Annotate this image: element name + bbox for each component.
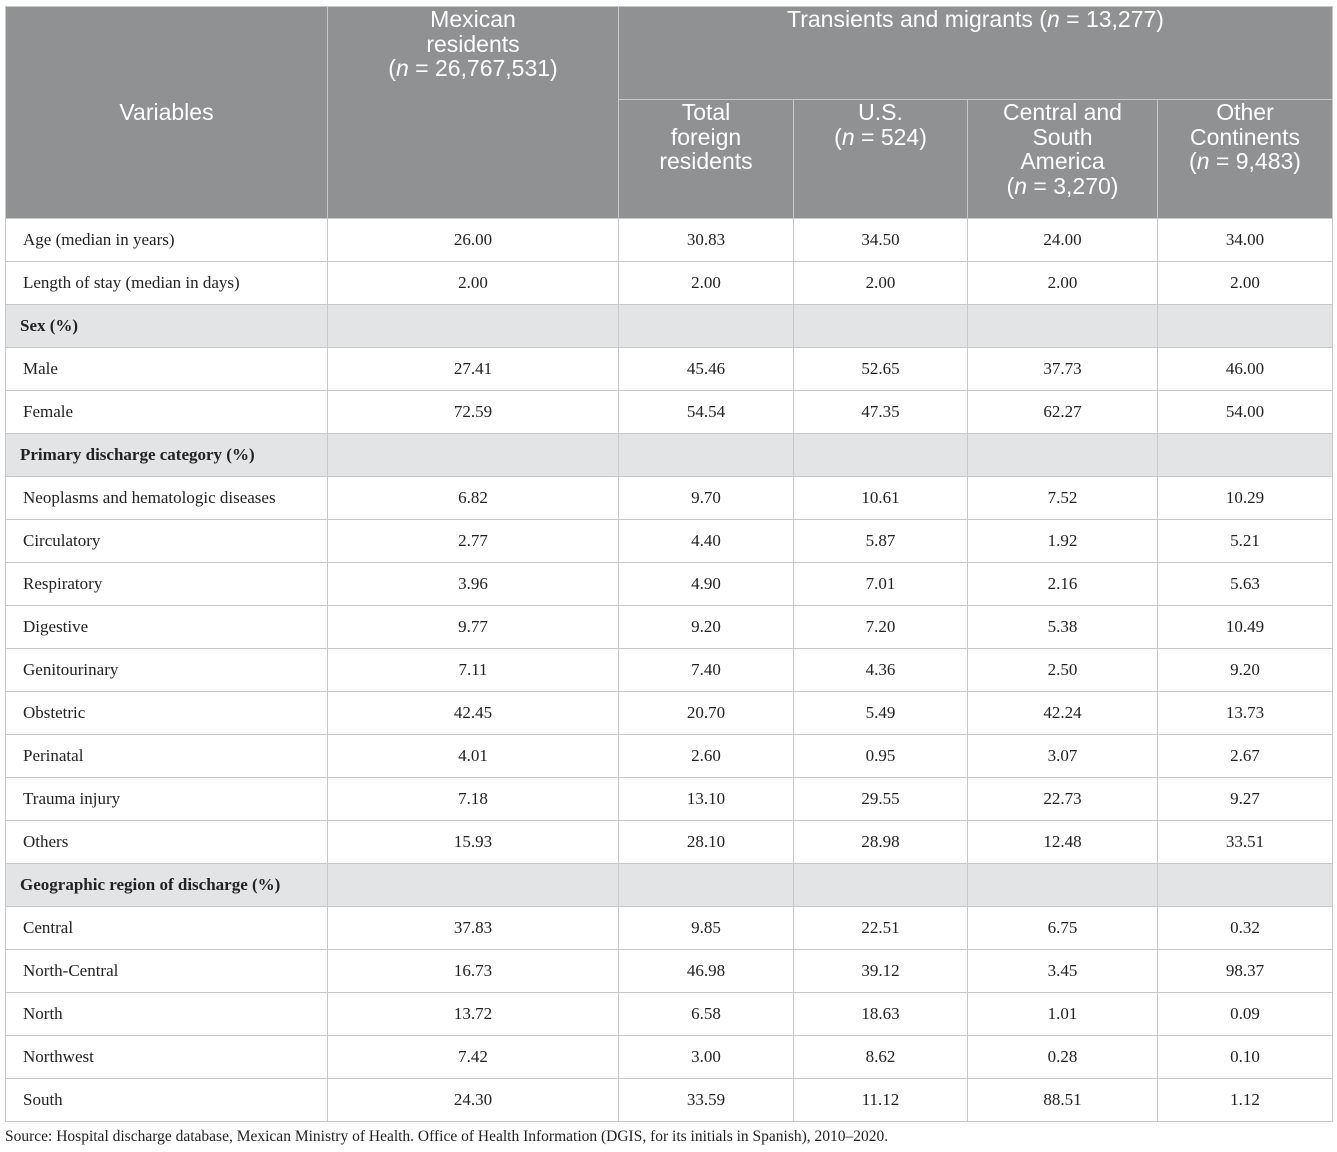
table-cell: 3.07	[968, 735, 1158, 778]
header-mexican-residents	[328, 7, 619, 219]
table-cell: 18.63	[794, 993, 968, 1036]
table-row	[6, 1079, 1333, 1122]
header-other-n-var: n	[1196, 148, 1210, 174]
table-cell: 6.75	[968, 907, 1158, 950]
row-label: Length of stay (median in days)	[6, 262, 328, 305]
section-label: Geographic region of discharge (%)	[6, 864, 328, 907]
table-cell	[968, 434, 1158, 477]
header-other-line2: Continents	[1190, 123, 1300, 150]
header-transients-migrants	[619, 7, 1333, 100]
table-cell: 7.52	[968, 477, 1158, 520]
table-row	[6, 563, 1333, 606]
table-row	[6, 993, 1333, 1036]
header-total-line3: residents	[659, 148, 753, 174]
table-cell: 42.45	[328, 692, 619, 735]
table-cell: 33.51	[1158, 821, 1333, 864]
table-cell: 3.96	[328, 563, 619, 606]
header-mexican-n-var: n	[395, 55, 409, 81]
section-label: Primary discharge category (%)	[6, 434, 328, 477]
table-cell: 2.00	[619, 262, 794, 305]
table-row	[6, 778, 1333, 821]
table-cell: 0.95	[794, 735, 968, 778]
table-row	[6, 692, 1333, 735]
table-row	[6, 391, 1333, 434]
table-cell: 29.55	[794, 778, 968, 821]
table-cell: 3.00	[619, 1036, 794, 1079]
table-cell: 7.20	[794, 606, 968, 649]
header-central-south-america	[968, 100, 1158, 219]
table-cell: 9.77	[328, 606, 619, 649]
table-cell: 10.29	[1158, 477, 1333, 520]
table-cell: 7.42	[328, 1036, 619, 1079]
table-cell: 5.21	[1158, 520, 1333, 563]
table-cell: 2.00	[1158, 262, 1333, 305]
row-label: Northwest	[6, 1036, 328, 1079]
table-cell: 7.11	[328, 649, 619, 692]
header-group-n-var: n	[1046, 6, 1060, 32]
table-cell: 28.98	[794, 821, 968, 864]
table-cell: 0.09	[1158, 993, 1333, 1036]
header-total-line1: Total	[681, 99, 731, 125]
table-cell: 6.82	[328, 477, 619, 520]
table-cell: 16.73	[328, 950, 619, 993]
table-row	[6, 649, 1333, 692]
table-cell: 34.50	[794, 219, 968, 262]
header-us-line1: U.S.	[858, 99, 903, 125]
row-label: Obstetric	[6, 692, 328, 735]
header-other-n-value: = 9,483)	[1209, 148, 1301, 174]
table-cell: 37.73	[968, 348, 1158, 391]
row-label: South	[6, 1079, 328, 1122]
discharge-table	[5, 6, 1333, 1122]
section-row	[6, 305, 1333, 348]
table-cell	[619, 305, 794, 348]
table-cell	[794, 305, 968, 348]
table-cell: 24.30	[328, 1079, 619, 1122]
table-cell: 2.00	[794, 262, 968, 305]
source-note: Source: Hospital discharge database, Mexican Ministry of Health. Office of Health Information (DGIS, for its initials in Spanish), 2010–2020.	[5, 1128, 889, 1145]
table-cell: 4.90	[619, 563, 794, 606]
table-cell	[968, 864, 1158, 907]
table-cell	[619, 434, 794, 477]
table-cell: 9.27	[1158, 778, 1333, 821]
table-cell: 28.10	[619, 821, 794, 864]
table-cell: 10.49	[1158, 606, 1333, 649]
section-row	[6, 864, 1333, 907]
table-cell: 12.48	[968, 821, 1158, 864]
table-cell: 37.83	[328, 907, 619, 950]
table-cell: 24.00	[968, 219, 1158, 262]
table-cell	[619, 864, 794, 907]
header-csa-n-var: n	[1014, 172, 1028, 199]
table-cell: 5.63	[1158, 563, 1333, 606]
table-cell: 2.16	[968, 563, 1158, 606]
table-cell	[968, 305, 1158, 348]
table-cell: 6.58	[619, 993, 794, 1036]
table-cell: 8.62	[794, 1036, 968, 1079]
table-cell: 5.49	[794, 692, 968, 735]
header-group-n-value: = 13,277)	[1059, 6, 1164, 32]
table-cell: 20.70	[619, 692, 794, 735]
table-cell: 30.83	[619, 219, 794, 262]
table-cell: 13.73	[1158, 692, 1333, 735]
table-cell: 2.50	[968, 649, 1158, 692]
header-us-n-value: = 524)	[854, 123, 927, 150]
header-mexican-n-value: = 26,767,531)	[408, 55, 558, 81]
table-cell: 5.38	[968, 606, 1158, 649]
table-cell	[328, 434, 619, 477]
table-cell: 33.59	[619, 1079, 794, 1122]
table-cell: 9.70	[619, 477, 794, 520]
table-cell: 5.87	[794, 520, 968, 563]
row-label: Central	[6, 907, 328, 950]
header-total-foreign-residents	[619, 100, 794, 219]
table-cell: 2.00	[968, 262, 1158, 305]
header-us	[794, 100, 968, 219]
header-mexican-line1: Mexican	[430, 6, 516, 32]
table-cell: 88.51	[968, 1079, 1158, 1122]
table-cell: 54.54	[619, 391, 794, 434]
section-row	[6, 434, 1333, 477]
table-cell: 9.20	[1158, 649, 1333, 692]
header-group-prefix: Transients and migrants (	[787, 6, 1047, 32]
table-row	[6, 262, 1333, 305]
table-cell: 1.01	[968, 993, 1158, 1036]
row-label: North-Central	[6, 950, 328, 993]
row-label: Circulatory	[6, 520, 328, 563]
header-us-n-open: (	[834, 123, 842, 150]
table-cell: 26.00	[328, 219, 619, 262]
table-cell: 1.92	[968, 520, 1158, 563]
table-row	[6, 735, 1333, 778]
table-cell: 4.36	[794, 649, 968, 692]
table-cell: 42.24	[968, 692, 1158, 735]
table-cell: 0.32	[1158, 907, 1333, 950]
table-body	[6, 219, 1333, 1122]
table-cell: 22.51	[794, 907, 968, 950]
header-csa-line3: America	[1020, 148, 1105, 174]
table-cell: 7.40	[619, 649, 794, 692]
row-label: Digestive	[6, 606, 328, 649]
table-cell: 54.00	[1158, 391, 1333, 434]
table-cell	[328, 864, 619, 907]
header-us-n-var: n	[841, 123, 855, 150]
header-variables: Variables	[6, 7, 328, 219]
table-row	[6, 1036, 1333, 1079]
table-cell: 4.40	[619, 520, 794, 563]
header-other-n-open: (	[1189, 148, 1197, 174]
table-cell	[1158, 305, 1333, 348]
table-cell	[794, 864, 968, 907]
header-mexican-n-open: (	[388, 55, 396, 81]
table-cell: 4.01	[328, 735, 619, 778]
table-cell: 27.41	[328, 348, 619, 391]
table-row	[6, 950, 1333, 993]
table-cell: 2.67	[1158, 735, 1333, 778]
row-label: Female	[6, 391, 328, 434]
table-cell: 2.60	[619, 735, 794, 778]
table-cell: 0.10	[1158, 1036, 1333, 1079]
table-cell: 2.00	[328, 262, 619, 305]
table-cell: 11.12	[794, 1079, 968, 1122]
header-csa-line2: South	[1032, 123, 1093, 150]
row-label: Genitourinary	[6, 649, 328, 692]
table-cell: 34.00	[1158, 219, 1333, 262]
row-label: Age (median in years)	[6, 219, 328, 262]
header-total-line2: foreign	[670, 123, 742, 150]
header-csa-n-value: = 3,270)	[1027, 172, 1119, 199]
row-label: North	[6, 993, 328, 1036]
row-label: Neoplasms and hematologic diseases	[6, 477, 328, 520]
table-row	[6, 520, 1333, 563]
table-cell: 7.01	[794, 563, 968, 606]
table-cell: 46.00	[1158, 348, 1333, 391]
table-cell: 72.59	[328, 391, 619, 434]
row-label: Respiratory	[6, 563, 328, 606]
table-cell: 62.27	[968, 391, 1158, 434]
table-header	[6, 7, 1333, 219]
table-cell: 9.20	[619, 606, 794, 649]
table-cell	[1158, 864, 1333, 907]
table-cell: 52.65	[794, 348, 968, 391]
table-row	[6, 219, 1333, 262]
table-row	[6, 907, 1333, 950]
row-label: Trauma injury	[6, 778, 328, 821]
header-mexican-line2: residents	[426, 30, 520, 57]
table-cell: 45.46	[619, 348, 794, 391]
row-label: Perinatal	[6, 735, 328, 778]
row-label: Male	[6, 348, 328, 391]
table-cell: 10.61	[794, 477, 968, 520]
table-cell: 13.10	[619, 778, 794, 821]
table-row	[6, 348, 1333, 391]
table-row	[6, 606, 1333, 649]
table-cell: 39.12	[794, 950, 968, 993]
table-cell: 46.98	[619, 950, 794, 993]
row-label: Others	[6, 821, 328, 864]
header-other-line1: Other	[1216, 99, 1274, 125]
table-cell: 22.73	[968, 778, 1158, 821]
table-cell: 0.28	[968, 1036, 1158, 1079]
table-cell	[794, 434, 968, 477]
header-csa-line1: Central and	[1003, 99, 1122, 125]
table-row	[6, 477, 1333, 520]
table-cell: 2.77	[328, 520, 619, 563]
table-row	[6, 821, 1333, 864]
table-cell: 1.12	[1158, 1079, 1333, 1122]
table-cell: 9.85	[619, 907, 794, 950]
table-cell: 3.45	[968, 950, 1158, 993]
header-csa-n-open: (	[1006, 172, 1015, 199]
table-cell: 15.93	[328, 821, 619, 864]
header-other-continents	[1158, 100, 1333, 219]
table-cell: 98.37	[1158, 950, 1333, 993]
table-cell: 7.18	[328, 778, 619, 821]
table-cell	[328, 305, 619, 348]
section-label: Sex (%)	[6, 305, 328, 348]
table-cell: 13.72	[328, 993, 619, 1036]
table-cell	[1158, 434, 1333, 477]
table-cell: 47.35	[794, 391, 968, 434]
